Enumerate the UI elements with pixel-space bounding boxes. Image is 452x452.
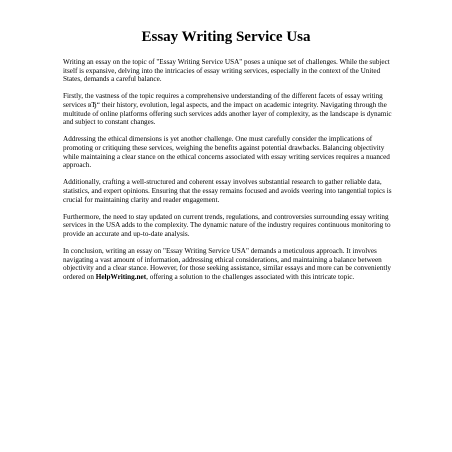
conclusion-text: In conclusion, writing an essay on "Essay Writing Service USA" demands a meticulous approach. It involves navigating a vast amount of information, addressing ethical considerations, and maintaining a balance between objectivity and a clear stance. However, for those seeking assistance, similar essays and more can be conveniently ordered on	[63, 247, 392, 281]
paragraph-scope: Firstly, the vastness of the topic requires a comprehensive understanding of the different facets of essay writing services вЂ“ their history, evolution, legal aspects, and the impact on academic integrity. Navigating through the multitude of online platforms offering such services adds another layer of complexity, as the landscape is dynamic and subject to constant changes.	[63, 92, 392, 127]
paragraph-intro: Writing an essay on the topic of "Essay Writing Service USA" poses a unique set of challenges. While the subject itself is expansive, delving into the intricacies of essay writing services, especially in the context of the United States, demands a careful balance.	[63, 58, 390, 84]
paragraph-trends: Furthermore, the need to stay updated on current trends, regulations, and controversies surrounding essay writing services in the USA adds to the complexity. The dynamic nature of the industry requires continuous monitoring to provide an accurate and up-to-date analysis.	[63, 212, 391, 238]
helpwriting-link[interactable]: HelpWriting.net	[95, 272, 147, 281]
document-body	[63, 58, 393, 281]
paragraph-conclusion	[63, 247, 393, 281]
paragraph-structure: Additionally, crafting a well-structured and coherent essay involves substantial research to gather reliable data, statistics, and expert opinions. Ensuring that the essay remains focused and avoids veering into tangential topics is crucial for maintaining clarity and reader engagement.	[63, 178, 392, 204]
document-title: Essay Writing Service Usa	[141, 29, 311, 45]
conclusion-end-text: , offering a solution to the challenges associated with this intricate topic.	[146, 272, 355, 281]
paragraph-ethics: Addressing the ethical dimensions is yet another challenge. One must carefully consider the implications of promoting or critiquing these services, weighing the benefits against potential drawbacks. Balancing objectivity while maintaining a clear stance on the ethical concerns associated with essay writing services requires a nuanced approach.	[63, 135, 390, 170]
